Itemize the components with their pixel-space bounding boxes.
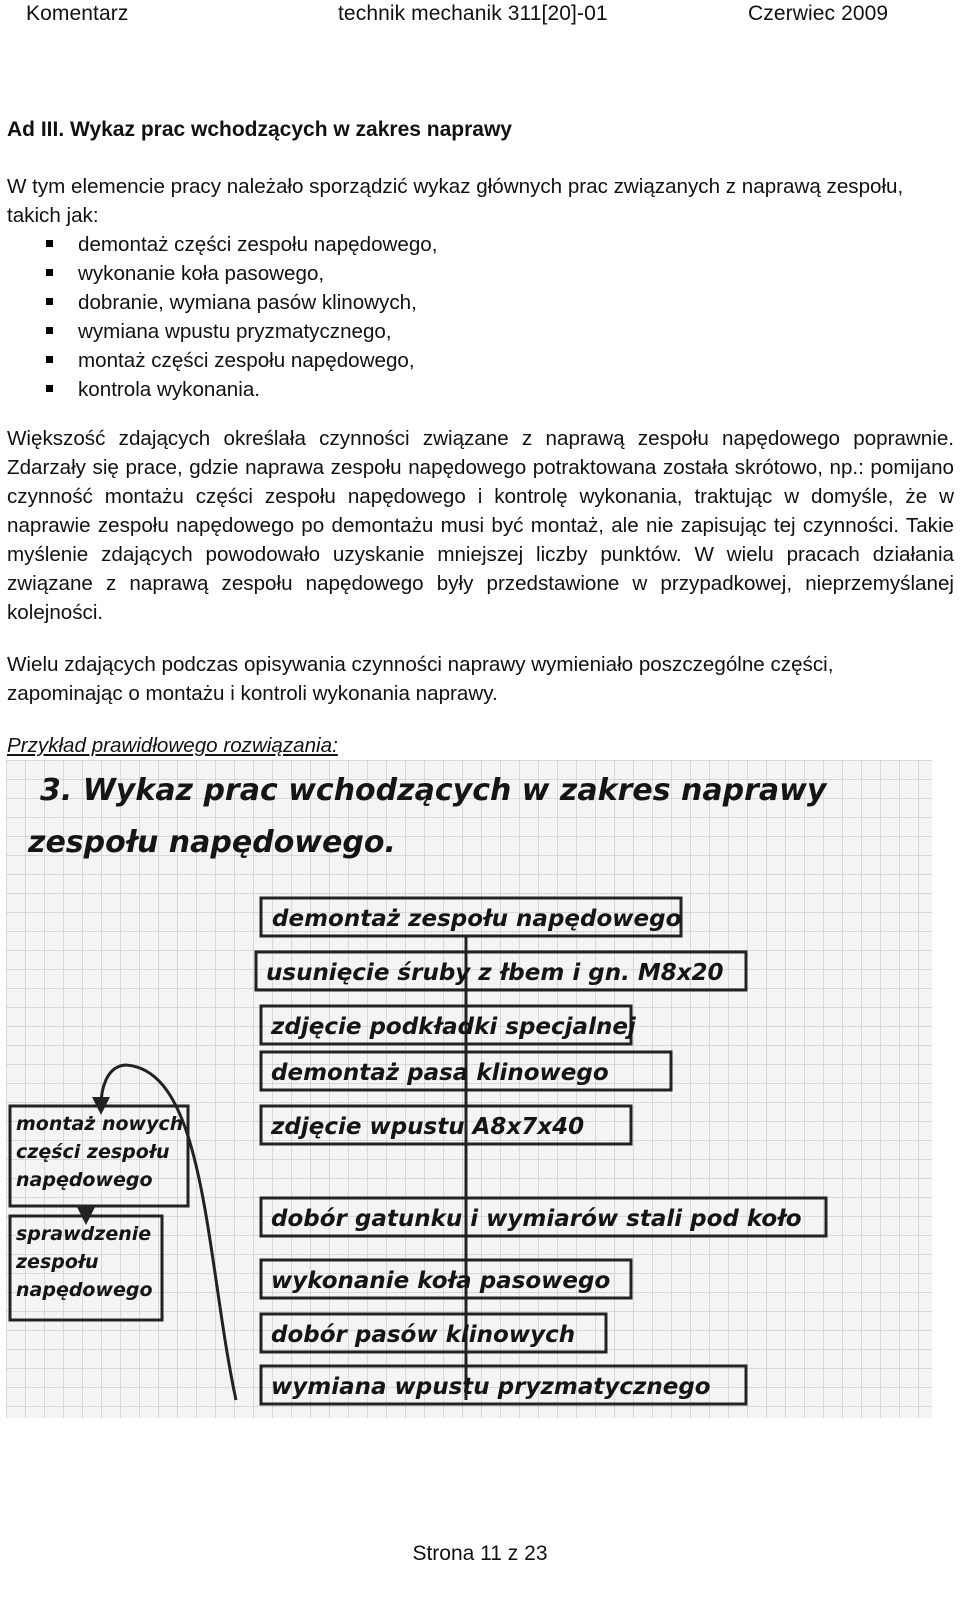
commentary-paragraph: Większość zdających określała czynności związane z naprawą zespołu napędowego poprawnie. Zdarzały się prace, gdzie naprawa zespołu napędowego potraktowana została skrótowo, np.: pomijano czynność montażu części zespołu napędowego i kontrolę wykonania, traktując w domyśle, że w naprawie zespołu napędowego po demontażu musi być montaż, ale nie zapisując tej czynności. Takie myślenie zdających powodowało uzyskanie mniejszej liczby punktów. W wielu pracach działania związane z naprawą zespołu napędowego były przedstawione w przypadkowej, nieprzemyślanej kolejności.: [7, 427, 954, 624]
flow-step-label: dobór gatunku i wymiarów stali pod koło: [271, 1206, 802, 1232]
header-right: Czerwiec 2009: [748, 2, 889, 25]
list-item: dobranie, wymiana pasów klinowych,: [78, 288, 437, 317]
page-number: Strona 11 z 23: [412, 1542, 548, 1565]
intro-paragraph: W tym elemencie pracy należało sporządzić wykaz głównych prac związanych z naprawą zespołu, takich jak:: [7, 175, 904, 227]
handwritten-heading-2: zespołu napędowego.: [28, 825, 396, 860]
side-step-line: napędowego: [16, 1169, 153, 1191]
side-step-line: napędowego: [16, 1279, 153, 1301]
flow-step-label: demontaż zespołu napędowego: [272, 906, 682, 932]
commentary-paragraph-2: Wielu zdających podczas opisywania czynności naprawy wymieniało poszczególne części, zapominając o montażu i kontroli wykonania naprawy.: [7, 653, 834, 705]
header-center: technik mechanik 311[20]-01: [338, 2, 608, 25]
flow-step-label: wykonanie koła pasowego: [271, 1268, 611, 1294]
side-step-line: części zespołu: [16, 1141, 170, 1163]
list-item: montaż części zespołu napędowego,: [78, 346, 437, 375]
list-item: demontaż części zespołu napędowego,: [78, 230, 437, 259]
flow-step-label: usunięcie śruby z łbem i gn. M8x20: [266, 960, 724, 986]
side-step-line: sprawdzenie: [16, 1223, 152, 1245]
example-label: Przykład prawidłowego rozwiązania:: [7, 734, 338, 757]
list-item: wymiana wpustu pryzmatycznego,: [78, 317, 437, 346]
side-step-line: zespołu: [16, 1251, 99, 1273]
flow-step-label: dobór pasów klinowych: [271, 1322, 576, 1348]
flow-step-label: demontaż pasa klinowego: [271, 1060, 609, 1086]
side-step-line: montaż nowych: [16, 1113, 184, 1135]
handwritten-heading: 3. Wykaz prac wchodzących w zakres naprawy: [40, 773, 827, 808]
list-item: kontrola wykonania.: [78, 375, 437, 404]
section-title: Ad III. Wykaz prac wchodzących w zakres naprawy: [7, 118, 512, 141]
flow-step-label: zdjęcie podkładki specjalnej: [271, 1014, 636, 1040]
header-left: Komentarz: [26, 2, 129, 25]
flow-step-label: wymiana wpustu pryzmatycznego: [271, 1374, 711, 1400]
repair-task-list: [78, 230, 437, 404]
list-item: wykonanie koła pasowego,: [78, 259, 437, 288]
flow-step-label: zdjęcie wpustu A8x7x40: [271, 1114, 585, 1140]
handwritten-solution-scan: [6, 760, 932, 1418]
